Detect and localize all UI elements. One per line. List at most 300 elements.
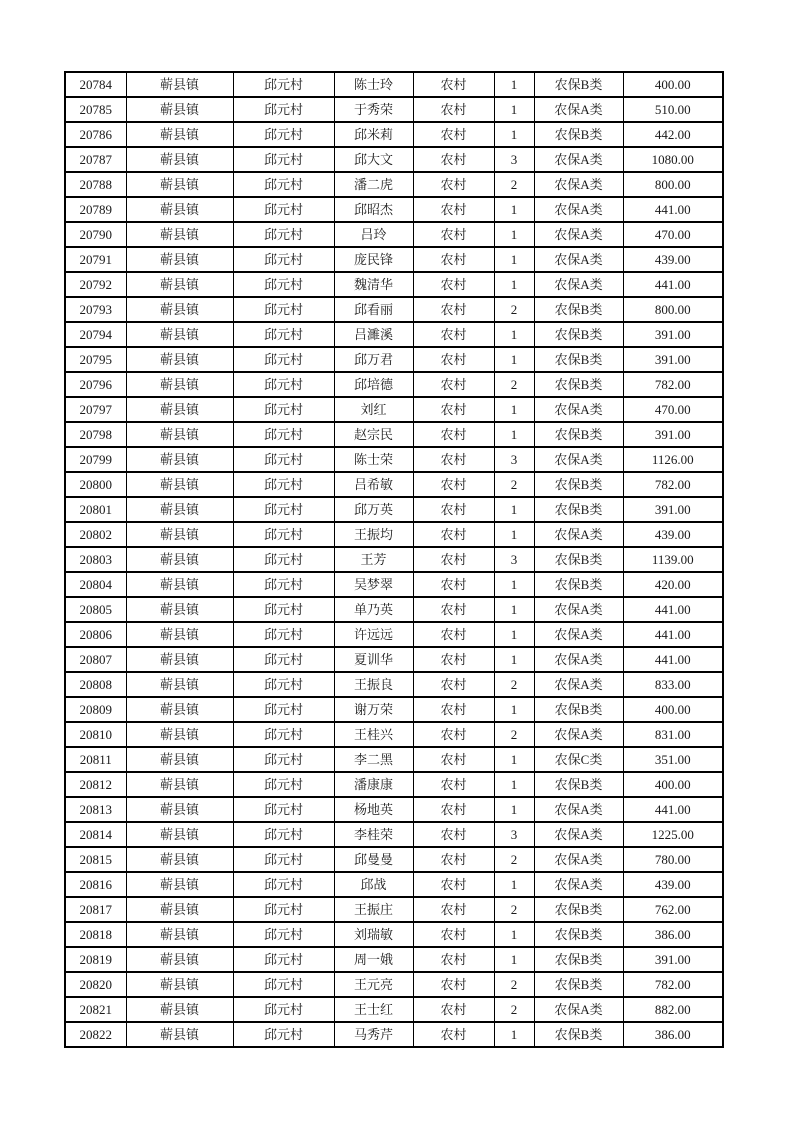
table-cell: 农村 (413, 72, 494, 97)
table-cell: 2 (494, 897, 534, 922)
table-cell: 邱元村 (233, 297, 334, 322)
table-cell: 王振良 (334, 672, 413, 697)
table-cell: 邱元村 (233, 622, 334, 647)
table-cell: 农保B类 (534, 547, 623, 572)
table-row (65, 772, 723, 797)
table-row (65, 722, 723, 747)
table-cell: 农保B类 (534, 372, 623, 397)
table-cell: 20821 (65, 997, 126, 1022)
table-cell: 邱元村 (233, 522, 334, 547)
table-cell: 王芳 (334, 547, 413, 572)
table-cell: 农保A类 (534, 272, 623, 297)
table-row (65, 697, 723, 722)
table-cell: 20788 (65, 172, 126, 197)
table-cell: 1 (494, 247, 534, 272)
table-cell: 刘瑞敏 (334, 922, 413, 947)
table-cell: 蕲县镇 (126, 422, 233, 447)
table-cell: 蕲县镇 (126, 247, 233, 272)
table-cell: 蕲县镇 (126, 272, 233, 297)
table-row (65, 422, 723, 447)
table-cell: 20784 (65, 72, 126, 97)
records-table-body (65, 72, 723, 1047)
table-cell: 20790 (65, 222, 126, 247)
table-cell: 农村 (413, 272, 494, 297)
table-cell: 庞民锋 (334, 247, 413, 272)
table-cell: 农村 (413, 897, 494, 922)
table-cell: 邱万英 (334, 497, 413, 522)
table-cell: 潘康康 (334, 772, 413, 797)
table-cell: 蕲县镇 (126, 847, 233, 872)
table-cell: 蕲县镇 (126, 797, 233, 822)
table-row (65, 322, 723, 347)
table-cell: 邱培德 (334, 372, 413, 397)
table-cell: 农保B类 (534, 922, 623, 947)
table-cell: 农村 (413, 197, 494, 222)
table-cell: 20791 (65, 247, 126, 272)
table-cell: 439.00 (623, 522, 723, 547)
table-cell: 邱元村 (233, 472, 334, 497)
table-cell: 441.00 (623, 272, 723, 297)
table-cell: 20793 (65, 297, 126, 322)
table-cell: 蕲县镇 (126, 297, 233, 322)
table-cell: 1 (494, 922, 534, 947)
table-cell: 邱元村 (233, 747, 334, 772)
table-row (65, 97, 723, 122)
table-cell: 1 (494, 97, 534, 122)
table-cell: 831.00 (623, 722, 723, 747)
table-cell: 农村 (413, 647, 494, 672)
table-cell: 蕲县镇 (126, 922, 233, 947)
table-cell: 农保B类 (534, 472, 623, 497)
table-cell: 1 (494, 197, 534, 222)
table-cell: 农村 (413, 147, 494, 172)
table-cell: 833.00 (623, 672, 723, 697)
table-cell: 邱大文 (334, 147, 413, 172)
table-cell: 20787 (65, 147, 126, 172)
table-cell: 邱元村 (233, 197, 334, 222)
table-cell: 3 (494, 547, 534, 572)
table-cell: 农保A类 (534, 447, 623, 472)
table-cell: 吕希敏 (334, 472, 413, 497)
table-cell: 邱元村 (233, 272, 334, 297)
table-cell: 2 (494, 297, 534, 322)
table-cell: 农村 (413, 422, 494, 447)
table-cell: 1 (494, 422, 534, 447)
table-cell: 陈士玲 (334, 72, 413, 97)
table-cell: 农保A类 (534, 197, 623, 222)
table-cell: 李二黑 (334, 747, 413, 772)
table-row (65, 397, 723, 422)
table-cell: 邱元村 (233, 72, 334, 97)
table-cell: 农保A类 (534, 597, 623, 622)
table-cell: 邱元村 (233, 547, 334, 572)
table-cell: 王士红 (334, 997, 413, 1022)
table-cell: 20795 (65, 347, 126, 372)
table-cell: 农保B类 (534, 72, 623, 97)
table-cell: 2 (494, 847, 534, 872)
table-cell: 邱元村 (233, 972, 334, 997)
table-cell: 蕲县镇 (126, 1022, 233, 1047)
table-cell: 20817 (65, 897, 126, 922)
table-cell: 蕲县镇 (126, 647, 233, 672)
table-cell: 441.00 (623, 622, 723, 647)
table-cell: 农保B类 (534, 572, 623, 597)
table-cell: 2 (494, 997, 534, 1022)
table-row (65, 147, 723, 172)
table-cell: 农村 (413, 772, 494, 797)
table-cell: 邱元村 (233, 697, 334, 722)
table-cell: 20802 (65, 522, 126, 547)
table-cell: 农村 (413, 247, 494, 272)
table-cell: 农保A类 (534, 97, 623, 122)
table-cell: 农保B类 (534, 1022, 623, 1047)
table-cell: 邱战 (334, 872, 413, 897)
table-row (65, 897, 723, 922)
table-cell: 蕲县镇 (126, 697, 233, 722)
table-cell: 农保B类 (534, 422, 623, 447)
table-cell: 800.00 (623, 172, 723, 197)
table-cell: 20808 (65, 672, 126, 697)
table-cell: 1 (494, 322, 534, 347)
table-cell: 1 (494, 947, 534, 972)
table-cell: 农保A类 (534, 522, 623, 547)
table-cell: 1 (494, 222, 534, 247)
table-cell: 邱元村 (233, 947, 334, 972)
table-cell: 邱元村 (233, 347, 334, 372)
table-cell: 441.00 (623, 597, 723, 622)
table-cell: 510.00 (623, 97, 723, 122)
table-cell: 蕲县镇 (126, 347, 233, 372)
table-cell: 邱元村 (233, 397, 334, 422)
table-cell: 蕲县镇 (126, 72, 233, 97)
table-cell: 1080.00 (623, 147, 723, 172)
table-cell: 1 (494, 747, 534, 772)
table-cell: 邱万君 (334, 347, 413, 372)
table-cell: 20814 (65, 822, 126, 847)
table-cell: 蕲县镇 (126, 597, 233, 622)
table-cell: 农保B类 (534, 772, 623, 797)
table-cell: 陈士荣 (334, 447, 413, 472)
table-cell: 农保B类 (534, 347, 623, 372)
table-cell: 赵宗民 (334, 422, 413, 447)
table-cell: 3 (494, 147, 534, 172)
table-cell: 单乃英 (334, 597, 413, 622)
table-row (65, 622, 723, 647)
table-row (65, 1022, 723, 1047)
table-cell: 农村 (413, 997, 494, 1022)
table-cell: 农保B类 (534, 297, 623, 322)
table-cell: 农保B类 (534, 947, 623, 972)
table-cell: 1126.00 (623, 447, 723, 472)
table-cell: 1 (494, 597, 534, 622)
table-cell: 2 (494, 472, 534, 497)
table-cell: 农保B类 (534, 897, 623, 922)
table-cell: 农村 (413, 447, 494, 472)
table-cell: 20816 (65, 872, 126, 897)
table-cell: 400.00 (623, 72, 723, 97)
table-cell: 441.00 (623, 647, 723, 672)
table-cell: 391.00 (623, 347, 723, 372)
table-cell: 20809 (65, 697, 126, 722)
table-cell: 3 (494, 822, 534, 847)
table-row (65, 447, 723, 472)
table-cell: 470.00 (623, 397, 723, 422)
table-row (65, 122, 723, 147)
table-cell: 470.00 (623, 222, 723, 247)
table-cell: 441.00 (623, 197, 723, 222)
table-cell: 439.00 (623, 872, 723, 897)
table-cell: 农村 (413, 597, 494, 622)
table-cell: 20799 (65, 447, 126, 472)
table-row (65, 922, 723, 947)
table-cell: 蕲县镇 (126, 947, 233, 972)
table-cell: 邱元村 (233, 447, 334, 472)
table-cell: 391.00 (623, 322, 723, 347)
table-row (65, 972, 723, 997)
table-cell: 农保A类 (534, 722, 623, 747)
table-cell: 农村 (413, 697, 494, 722)
table-cell: 20805 (65, 597, 126, 622)
table-cell: 于秀荣 (334, 97, 413, 122)
table-cell: 1 (494, 397, 534, 422)
table-cell: 夏训华 (334, 647, 413, 672)
table-cell: 农村 (413, 397, 494, 422)
table-cell: 蕲县镇 (126, 897, 233, 922)
table-cell: 农保B类 (534, 497, 623, 522)
table-cell: 农保A类 (534, 397, 623, 422)
table-cell: 农村 (413, 97, 494, 122)
table-cell: 邱昭杰 (334, 197, 413, 222)
table-cell: 邱元村 (233, 822, 334, 847)
table-cell: 魏清华 (334, 272, 413, 297)
table-row (65, 472, 723, 497)
table-cell: 780.00 (623, 847, 723, 872)
table-cell: 蕲县镇 (126, 497, 233, 522)
table-cell: 农保A类 (534, 147, 623, 172)
table-cell: 谢万荣 (334, 697, 413, 722)
table-cell: 1 (494, 522, 534, 547)
table-cell: 农保C类 (534, 747, 623, 772)
table-cell: 1 (494, 697, 534, 722)
table-cell: 1 (494, 272, 534, 297)
table-cell: 农保B类 (534, 972, 623, 997)
table-cell: 王振均 (334, 522, 413, 547)
table-cell: 蕲县镇 (126, 622, 233, 647)
table-cell: 20813 (65, 797, 126, 822)
table-row (65, 797, 723, 822)
table-row (65, 222, 723, 247)
table-cell: 邱元村 (233, 497, 334, 522)
table-cell: 农保A类 (534, 872, 623, 897)
table-cell: 农村 (413, 572, 494, 597)
table-cell: 2 (494, 722, 534, 747)
table-cell: 农村 (413, 522, 494, 547)
table-cell: 农村 (413, 872, 494, 897)
table-row (65, 272, 723, 297)
table-cell: 20818 (65, 922, 126, 947)
table-cell: 杨地英 (334, 797, 413, 822)
table-row (65, 997, 723, 1022)
table-cell: 邱元村 (233, 422, 334, 447)
table-cell: 农村 (413, 472, 494, 497)
table-cell: 邱看丽 (334, 297, 413, 322)
table-cell: 1 (494, 772, 534, 797)
table-cell: 1 (494, 572, 534, 597)
table-cell: 439.00 (623, 247, 723, 272)
table-cell: 农保A类 (534, 247, 623, 272)
table-cell: 20800 (65, 472, 126, 497)
table-cell: 蕲县镇 (126, 372, 233, 397)
table-cell: 蕲县镇 (126, 147, 233, 172)
table-cell: 20819 (65, 947, 126, 972)
table-cell: 20807 (65, 647, 126, 672)
table-cell: 蕲县镇 (126, 472, 233, 497)
table-cell: 邱元村 (233, 222, 334, 247)
table-cell: 391.00 (623, 497, 723, 522)
table-cell: 蕲县镇 (126, 872, 233, 897)
table-cell: 蕲县镇 (126, 572, 233, 597)
table-cell: 邱元村 (233, 997, 334, 1022)
table-cell: 400.00 (623, 697, 723, 722)
table-cell: 蕲县镇 (126, 122, 233, 147)
table-cell: 蕲县镇 (126, 322, 233, 347)
table-row (65, 372, 723, 397)
table-cell: 邱元村 (233, 922, 334, 947)
table-cell: 农村 (413, 947, 494, 972)
table-cell: 蕲县镇 (126, 522, 233, 547)
table-cell: 2 (494, 672, 534, 697)
table-cell: 邱元村 (233, 172, 334, 197)
table-cell: 邱曼曼 (334, 847, 413, 872)
table-row (65, 847, 723, 872)
table-cell: 20794 (65, 322, 126, 347)
table-cell: 蕲县镇 (126, 172, 233, 197)
table-cell: 1139.00 (623, 547, 723, 572)
table-cell: 李桂荣 (334, 822, 413, 847)
benefit-records-table (64, 71, 724, 1048)
table-cell: 马秀芹 (334, 1022, 413, 1047)
table-cell: 蕲县镇 (126, 222, 233, 247)
table-cell: 20820 (65, 972, 126, 997)
table-cell: 20797 (65, 397, 126, 422)
table-cell: 邱元村 (233, 722, 334, 747)
table-cell: 邱元村 (233, 872, 334, 897)
table-cell: 农村 (413, 322, 494, 347)
table-row (65, 672, 723, 697)
table-cell: 吴梦翠 (334, 572, 413, 597)
table-cell: 20804 (65, 572, 126, 597)
table-cell: 邱元村 (233, 247, 334, 272)
table-cell: 1 (494, 347, 534, 372)
table-row (65, 72, 723, 97)
table-cell: 邱元村 (233, 572, 334, 597)
table-cell: 农村 (413, 347, 494, 372)
table-cell: 3 (494, 447, 534, 472)
table-cell: 441.00 (623, 797, 723, 822)
table-cell: 吕玲 (334, 222, 413, 247)
table-cell: 蕲县镇 (126, 197, 233, 222)
table-cell: 882.00 (623, 997, 723, 1022)
table-cell: 2 (494, 172, 534, 197)
table-cell: 农村 (413, 847, 494, 872)
table-row (65, 547, 723, 572)
table-cell: 20796 (65, 372, 126, 397)
table-cell: 20792 (65, 272, 126, 297)
table-cell: 蕲县镇 (126, 672, 233, 697)
table-cell: 1 (494, 647, 534, 672)
table-cell: 农保A类 (534, 822, 623, 847)
table-row (65, 297, 723, 322)
table-cell: 2 (494, 972, 534, 997)
table-cell: 吕濉溪 (334, 322, 413, 347)
table-cell: 农村 (413, 822, 494, 847)
table-cell: 386.00 (623, 922, 723, 947)
table-cell: 农村 (413, 122, 494, 147)
table-cell: 蕲县镇 (126, 397, 233, 422)
table-cell: 2 (494, 372, 534, 397)
table-cell: 邱元村 (233, 847, 334, 872)
table-cell: 农保A类 (534, 797, 623, 822)
table-cell: 农保B类 (534, 322, 623, 347)
table-cell: 1 (494, 72, 534, 97)
table-cell: 蕲县镇 (126, 997, 233, 1022)
table-cell: 邱元村 (233, 597, 334, 622)
table-row (65, 647, 723, 672)
table-cell: 许远远 (334, 622, 413, 647)
table-cell: 农保A类 (534, 222, 623, 247)
table-cell: 邱元村 (233, 122, 334, 147)
table-cell: 蕲县镇 (126, 722, 233, 747)
table-cell: 邱元村 (233, 647, 334, 672)
table-cell: 蕲县镇 (126, 822, 233, 847)
table-cell: 农保A类 (534, 647, 623, 672)
table-cell: 邱元村 (233, 672, 334, 697)
table-cell: 20786 (65, 122, 126, 147)
table-cell: 邱元村 (233, 147, 334, 172)
table-cell: 邱元村 (233, 372, 334, 397)
table-cell: 20806 (65, 622, 126, 647)
table-row (65, 497, 723, 522)
table-cell: 蕲县镇 (126, 97, 233, 122)
table-cell: 邱元村 (233, 897, 334, 922)
table-cell: 20801 (65, 497, 126, 522)
table-cell: 782.00 (623, 972, 723, 997)
table-cell: 1 (494, 122, 534, 147)
table-cell: 420.00 (623, 572, 723, 597)
table-cell: 农村 (413, 797, 494, 822)
table-row (65, 572, 723, 597)
table-cell: 20785 (65, 97, 126, 122)
table-cell: 农村 (413, 622, 494, 647)
table-cell: 20822 (65, 1022, 126, 1047)
table-cell: 邱元村 (233, 97, 334, 122)
table-cell: 王振庄 (334, 897, 413, 922)
table-cell: 800.00 (623, 297, 723, 322)
table-cell: 农村 (413, 297, 494, 322)
table-row (65, 247, 723, 272)
table-row (65, 522, 723, 547)
table-cell: 王桂兴 (334, 722, 413, 747)
table-cell: 王元亮 (334, 972, 413, 997)
table-cell: 农保A类 (534, 172, 623, 197)
table-cell: 386.00 (623, 1022, 723, 1047)
table-cell: 农保A类 (534, 997, 623, 1022)
table-cell: 1 (494, 872, 534, 897)
table-row (65, 872, 723, 897)
table-cell: 20815 (65, 847, 126, 872)
table-cell: 邱元村 (233, 322, 334, 347)
table-cell: 1 (494, 622, 534, 647)
